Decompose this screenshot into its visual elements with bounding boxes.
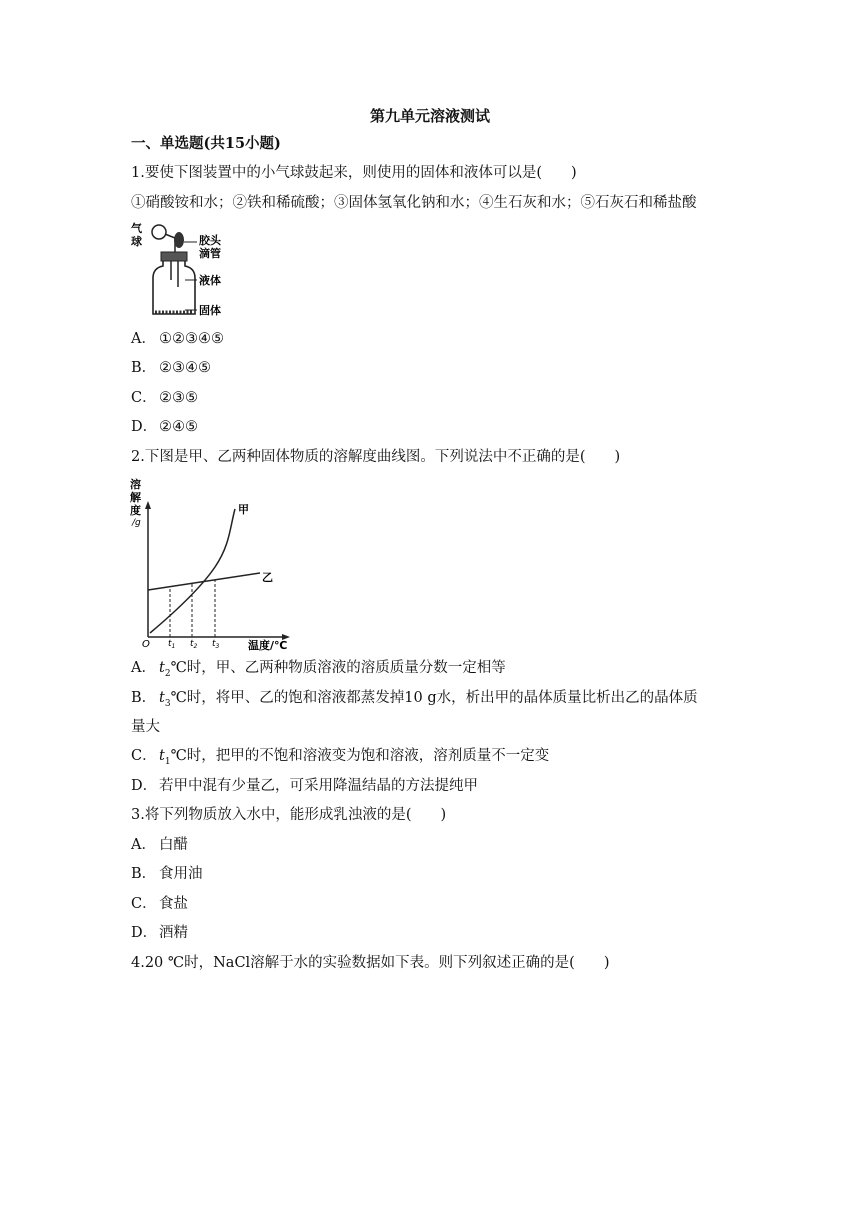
question-1-option-a [131, 329, 224, 349]
question-2-option-b [131, 688, 698, 714]
option-var-sub: 2 [164, 668, 171, 679]
option-var: t [159, 748, 165, 764]
option-text: ℃时，把甲的不饱和溶液变为饱和溶液，溶剂质量不一定变 [170, 748, 550, 764]
origin-label: O [142, 639, 150, 650]
option-var-sub: 3 [164, 698, 171, 709]
option-label: C． [131, 390, 157, 406]
tick-label-t3: $t_3$ [212, 639, 220, 650]
option-var: t [159, 660, 165, 676]
tick-label-t1: $t_1$ [168, 639, 176, 650]
question-2-option-a [131, 658, 506, 684]
solid-label: 固体 [199, 304, 221, 317]
question-1-items: ①硝酸铵和水；②铁和稀硫酸；③固体氢氧化钠和水；④生石灰和水；⑤石灰石和稀盐酸 [131, 195, 697, 211]
question-2-option-b-cont: 量大 [131, 719, 160, 735]
balloon-shape [152, 225, 166, 239]
option-text: ②③⑤ [159, 390, 198, 406]
bottle-shape [153, 261, 195, 314]
option-label: B． [131, 866, 157, 882]
option-label: A． [131, 660, 156, 676]
solubility-chart [130, 477, 300, 653]
section-heading: 一、单选题(共15小题) [131, 135, 281, 152]
question-2-option-c [131, 746, 549, 772]
y-axis-label-char-4: /g [132, 518, 141, 528]
y-axis-arrow [145, 501, 151, 509]
dropper-label-2: 滴管 [199, 247, 221, 260]
page-title: 第九单元溶液测试 [369, 107, 490, 125]
question-2-stem: 2.下图是甲、乙两种固体物质的溶解度曲线图。下列说法中不正确的是( ) [131, 449, 621, 465]
option-label: D． [131, 925, 158, 941]
question-3-option-c [131, 894, 188, 914]
question-3-option-a [131, 835, 188, 855]
option-label: B． [131, 360, 157, 376]
liquid-label: 液体 [199, 274, 221, 287]
question-1-apparatus-figure [131, 222, 261, 322]
question-1-option-d [131, 417, 198, 437]
series-jia-label: 甲 [238, 503, 249, 516]
series-yi-label: 乙 [262, 571, 273, 584]
option-text: 酒精 [159, 925, 188, 941]
option-label: A． [131, 331, 156, 347]
dropper-bulb-shape [174, 232, 184, 248]
question-2-option-d [131, 776, 478, 796]
option-text: ℃时，甲、乙两种物质溶液的溶质质量分数一定相等 [170, 660, 506, 676]
option-text: ②③④⑤ [159, 360, 211, 376]
option-label: D． [131, 419, 158, 435]
y-axis-label-char-2: 解 [130, 491, 141, 504]
question-4-stem: 4.20 ℃时，NaCl溶解于水的实验数据如下表。则下列叙述正确的是( ) [131, 955, 610, 971]
y-axis-label-char-1: 溶 [130, 478, 141, 491]
question-1-option-c [131, 388, 198, 408]
question-1-stem: 1.要使下图装置中的小气球鼓起来，则使用的固体和液体可以是( ) [131, 165, 577, 181]
question-3-stem: 3.将下列物质放入水中，能形成乳浊液的是( ) [131, 807, 447, 823]
question-3-option-b [131, 864, 203, 884]
option-label: C． [131, 896, 157, 912]
y-axis-label-char-3: 度 [130, 504, 141, 517]
option-text: 食盐 [159, 896, 188, 912]
option-text: ①②③④⑤ [159, 331, 224, 347]
x-axis-label: 温度/℃ [248, 639, 288, 652]
option-label: D． [131, 778, 158, 794]
option-var-sub: 1 [164, 756, 171, 767]
dropper-label-1: 胶头 [199, 234, 221, 247]
balloon-label-2: 球 [131, 235, 142, 248]
question-1-option-b [131, 358, 211, 378]
option-label: A． [131, 837, 156, 853]
tick-label-t2: $t_2$ [190, 639, 198, 650]
balloon-label-1: 气 [131, 222, 142, 235]
option-text: 食用油 [159, 866, 203, 882]
option-text: ℃时，将甲、乙的饱和溶液都蒸发掉10 g水，析出甲的晶体质量比析出乙的晶体质 [170, 690, 698, 706]
option-label: C． [131, 748, 157, 764]
option-text: ②④⑤ [159, 419, 198, 435]
option-label: B． [131, 690, 157, 706]
option-text: 若甲中混有少量乙，可采用降温结晶的方法提纯甲 [159, 778, 478, 794]
question-3-option-d [131, 923, 188, 943]
option-text: 白醋 [159, 837, 188, 853]
option-var: t [159, 690, 165, 706]
